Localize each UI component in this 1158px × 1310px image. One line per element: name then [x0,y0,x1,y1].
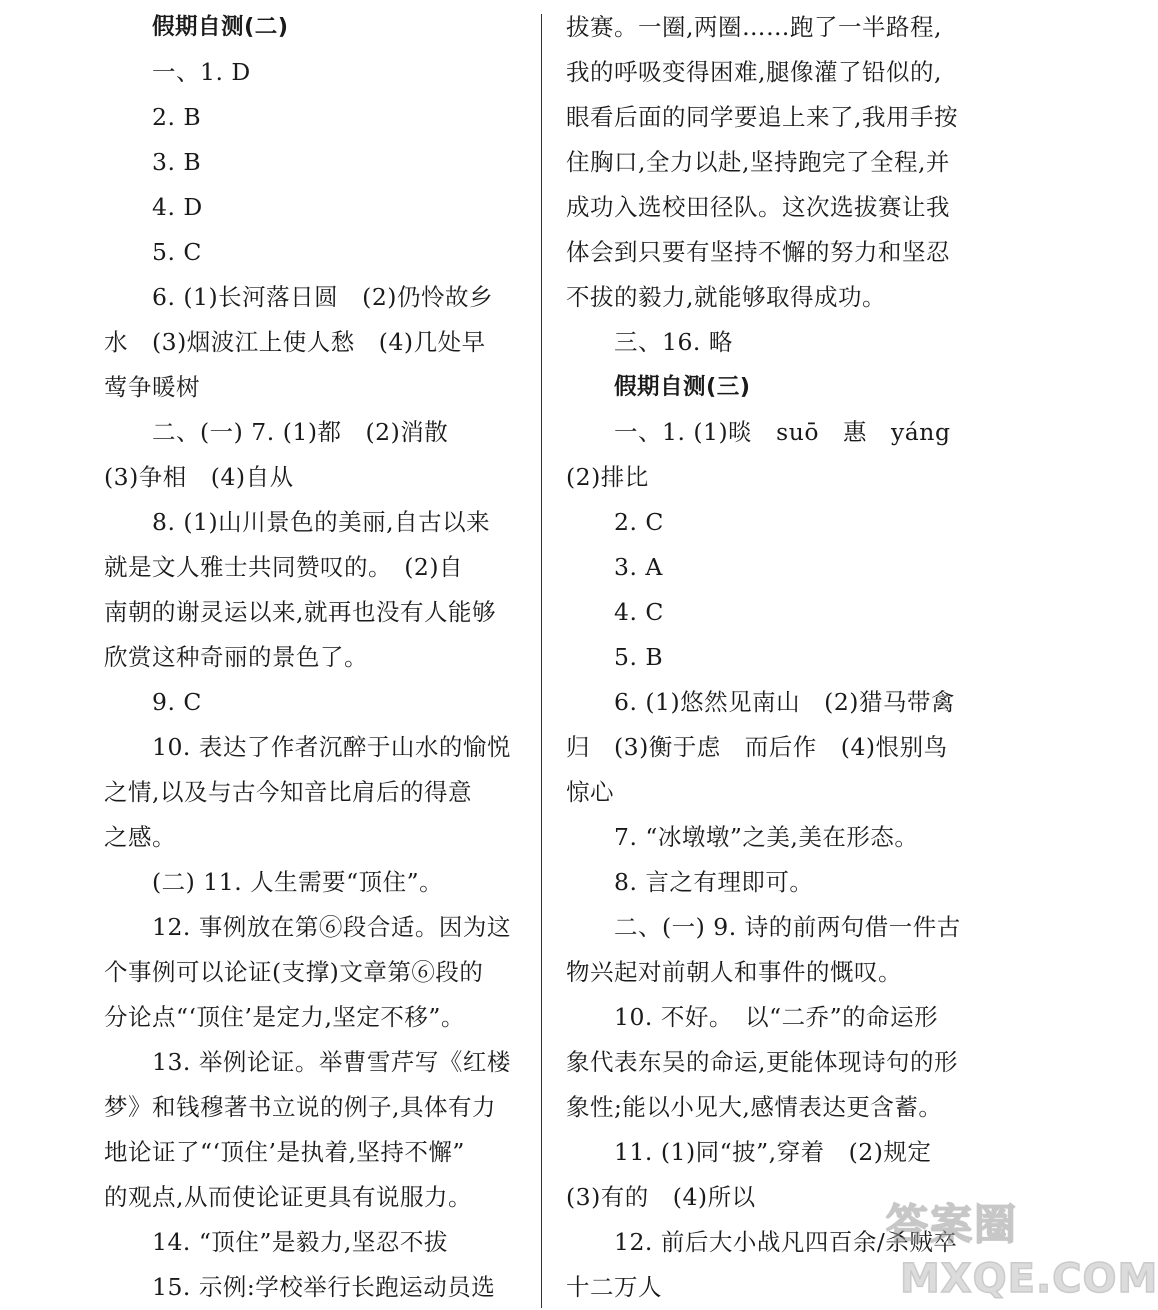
answer-line: (2)排比 [566,463,649,491]
section-heading: 假期自测(三) [614,374,751,400]
answer-line: 3. A [614,553,663,581]
answer-line: 象代表东吴的命运,更能体现诗句的形 [566,1048,958,1076]
answer-line: 拔赛。一圈,两圈……跑了一半路程, [566,13,942,41]
answer-line: 4. D [152,193,203,221]
answer-line: 11. (1)同“披”,穿着 (2)规定 [614,1138,932,1166]
watermark-logo-text: 答案圈 [886,1200,1019,1249]
answer-line: 住胸口,全力以赴,坚持跑完了全程,并 [566,148,950,176]
answer-line: (3)有的 (4)所以 [566,1183,756,1211]
answer-line: 13. 举例论证。举曹雪芹写《红楼 [152,1048,511,1076]
answer-line: 莺争暖树 [104,373,200,401]
answer-line: 象性;能以小见大,感情表达更含蓄。 [566,1093,943,1121]
answer-line: 眼看后面的同学要追上来了,我用手按 [566,103,958,131]
answer-line: 水 (3)烟波江上使人愁 (4)几处早 [104,328,486,356]
answer-line: 体会到只要有坚持不懈的努力和坚忍 [566,238,950,266]
answer-line: 之情,以及与古今知音比肩后的得意 [104,778,472,806]
answer-line: 个事例可以论证(支撑)文章第⑥段的 [104,958,484,986]
column-divider [541,14,542,1308]
answer-line: 7. “冰墩墩”之美,美在形态。 [614,823,919,851]
answer-line: 3. B [152,148,202,176]
answer-line: 之感。 [104,823,176,851]
answer-line: (二) 11. 人生需要“顶住”。 [152,868,444,896]
answer-line: 分论点“‘顶住’是定力,坚定不移”。 [104,1003,465,1031]
answer-line: 8. 言之有理即可。 [614,868,814,896]
answer-line: 5. C [152,238,202,266]
answer-line: 12. 前后大小战凡四百余/杀贼卒 [614,1228,958,1256]
answer-line: 9. C [152,688,202,716]
answer-line: 4. C [614,598,664,626]
answer-line: 14. “顶住”是毅力,坚忍不拔 [152,1228,448,1256]
answer-line: 梦》和钱穆著书立说的例子,具体有力 [104,1093,496,1121]
answer-line: 5. B [614,643,664,671]
answer-line: 8. (1)山川景色的美丽,自古以来 [152,508,491,536]
answer-line: 10. 表达了作者沉醉于山水的愉悦 [152,733,511,761]
section-heading: 假期自测(二) [152,14,289,40]
answer-line: 2. C [614,508,664,536]
answer-line: 就是文人雅士共同赞叹的。 (2)自 [104,553,464,581]
answer-line: 南朝的谢灵运以来,就再也没有人能够 [104,598,496,626]
answer-line: 惊心 [566,778,614,806]
answer-line: (3)争相 (4)自从 [104,463,294,491]
answer-line: 归 (3)衡于虑 而后作 (4)恨别鸟 [566,733,948,761]
answer-line: 二、(一) 7. (1)都 (2)消散 [152,418,449,446]
answer-line: 不拔的毅力,就能够取得成功。 [566,283,886,311]
answer-line: 地论证了“‘顶住’是执着,坚持不懈” [104,1138,465,1166]
answer-line: 12. 事例放在第⑥段合适。因为这 [152,913,511,941]
answer-line: 我的呼吸变得困难,腿像灌了铅似的, [566,58,942,86]
answer-line: 10. 不好。 以“二乔”的命运形 [614,1003,939,1031]
answer-line: 二、(一) 9. 诗的前两句借一件古 [614,913,961,941]
answer-line: 15. 示例:学校举行长跑运动员选 [152,1273,496,1301]
answer-line: 物兴起对前朝人和事件的慨叹。 [566,958,902,986]
answer-line: 6. (1)长河落日圆 (2)仍怜故乡 [152,283,493,311]
answer-line: 成功入选校田径队。这次选拔赛让我 [566,193,950,221]
answer-line: 三、16. 略 [614,328,733,356]
answer-line: 2. B [152,103,202,131]
answer-line: 的观点,从而使论证更具有说服力。 [104,1183,472,1211]
site-watermark [878,1188,1158,1304]
answer-line: 欣赏这种奇丽的景色了。 [104,643,368,671]
watermark-url-text: MXQE.COM [900,1256,1158,1302]
answer-line: 十二万人 [566,1273,662,1301]
answer-line: 一、1. D [152,58,251,86]
answer-line: 6. (1)悠然见南山 (2)猎马带禽 [614,688,955,716]
answer-line: 一、1. (1)晱 suō 惠 yáng [614,418,951,446]
